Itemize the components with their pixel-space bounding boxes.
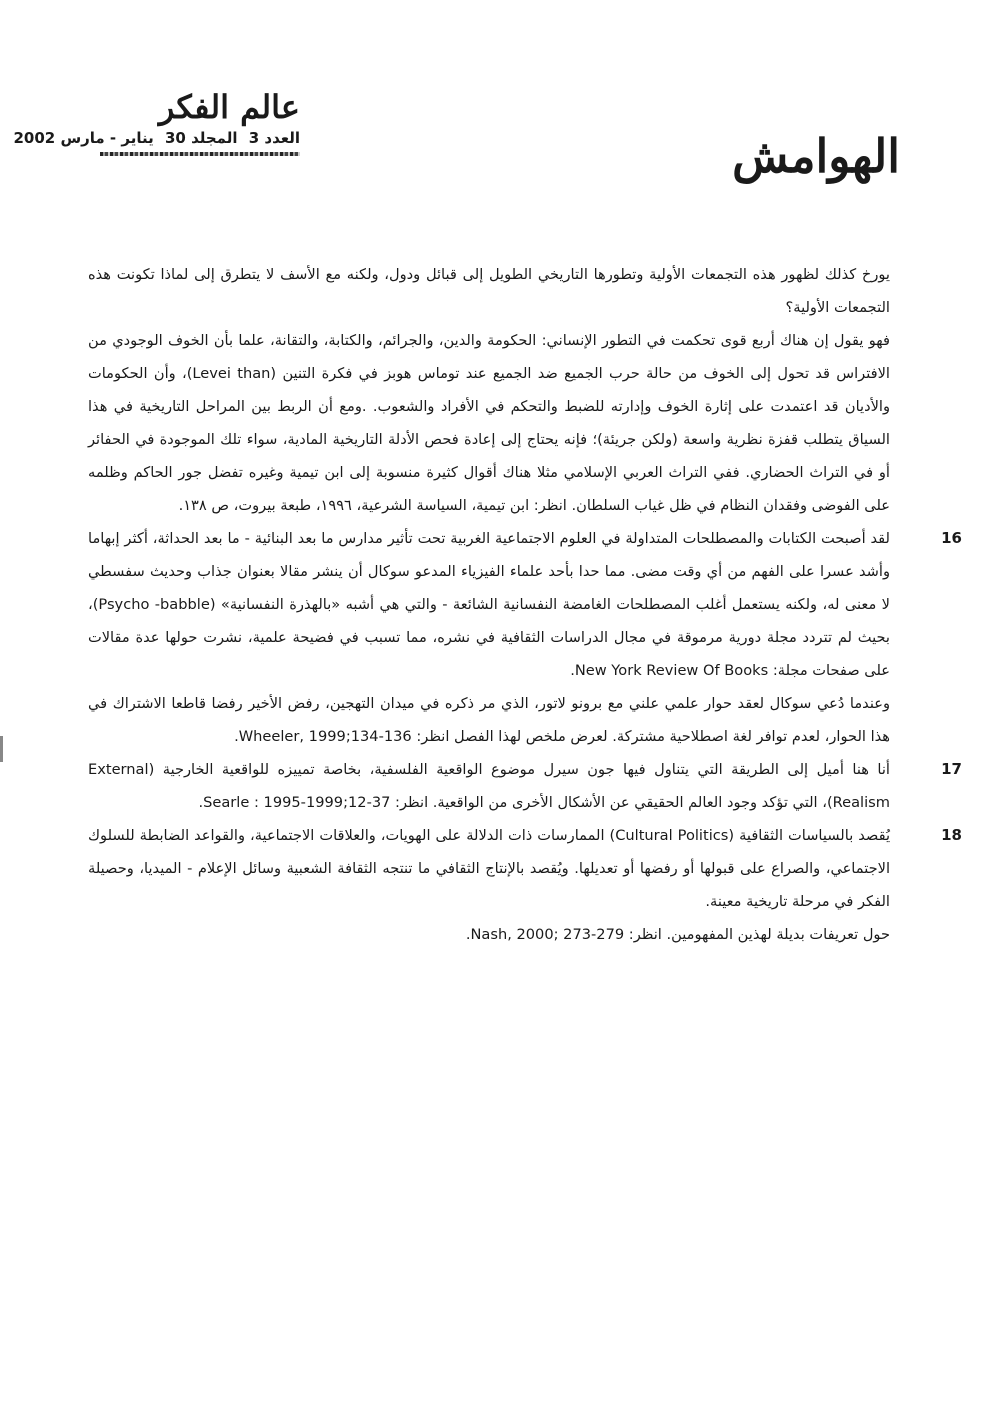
- note-paragraph: حول تعريفات بديلة لهذين المفهومين. انظر: Nash, 2000; 273-279.: [465, 926, 890, 943]
- note-number: 16: [941, 529, 962, 547]
- note-continued: [88, 258, 890, 522]
- note-paragraph: وعندما دُعي سوكال لعقد حوار علمي علني مع برونو لاتور، الذي مر ذكره في ميدان التهجين، رفض الأخير رفضا قاطعا الاشتراك في هذا الحوار، لعدم توافر لغة اصطلاحية مشتركة. لعرض ملخص لهذا الفصل انظر: Wheeler, 1999;134-136.: [88, 695, 890, 745]
- note-paragraph: يُقصد بالسياسات الثقافية (Cultural Politics) الممارسات ذات الدلالة على الهويات، والعلاقات الاجتماعية، والقواعد الضابطة للسلوك الاجتماعي، والصراع على قبولها أو رفضها أو تعديلها. ويُقصد بالإنتاج الثقافي ما تنتجه الثقافة الشعبية وسائل الإعلام - الميديا، وحصيلة الفكر في مرحلة تاريخية معينة.: [88, 827, 891, 910]
- scan-edge-mark: [0, 736, 3, 762]
- note-number: 18: [941, 826, 962, 844]
- note-17: [88, 753, 962, 819]
- issue-date: يناير - مارس 2002: [13, 129, 154, 147]
- note-number: 17: [941, 760, 962, 778]
- note-paragraph: لقد أصبحت الكتابات والمصطلحات المتداولة في العلوم الاجتماعية الغربية تحت تأثير مدارس ما بعد البنائية - ما بعد الحداثة، أكثر إبهاما وأشد عسرا على الفهم من أي وقت مضى. مما حدا بأحد علماء الفيزياء المدعو سوكال أن ينشر مقالا بعنوان جذاب وحديث سفسطي لا معنى له، ولكنه يستعمل أغلب المصطلحات الغامضة النفسانية الشائعة - والتي هي أشبه «بالهذرة النفسانية» (Psycho -babble)، بحيث لم تتردد مجلة دورية مرموقة في مجال الدراسات الثقافية في نشره، مما تسبب في فضيحة علمية، نشرت حولها عدة مقالات على صفحات مجلة: New York Review Of Books.: [88, 530, 890, 679]
- note-paragraph: فهو يقول إن هناك أربع قوى تحكمت في التطور الإنساني: الحكومة والدين، والجرائم، والكتابة، والتقانة، علما بأن الخوف الوجودي من الافتراس قد تحول إلى الخوف من حالة حرب الجميع ضد الجميع عند توماس هوبز في فكرة التنين (Levei than)، وأن الحكومات والأديان قد اعتمدت على إثارة الخوف وإدارته للضبط والتحكم في الأفراد والشعوب. .ومع أن الربط بين المراحل التاريخية في هذا السياق يتطلب قفزة نظرية واسعة (ولكن جريئة)؛ فإنه يحتاج إلى إعادة فحص الأدلة التاريخية المادية، سواء تلك الموجودة في الحفائر أو في التراث الحضاري. ففي التراث العربي الإسلامي مثلا هناك أقوال كثيرة منسوبة إلى ابن تيمية وغيره تفضل جور الحاكم وظلمه على الفوضى وفقدان النظام في ظل غياب السلطان. انظر: ابن تيمية، السياسة الشرعية، ١٩٩٦، طبعة بيروت، ص ١٣٨.: [88, 332, 890, 514]
- journal-masthead: [13, 88, 300, 170]
- note-paragraph: أنا هنا أميل إلى الطريقة التي يتناول فيها جون سيرل موضوع الواقعية الفلسفية، بخاصة تمييزه للواقعية الخارجية (External Realism)، التي تؤكد وجود العالم الحقيقي عن الأشكال الأخرى من الواقعية. انظر: Searle : 1995-1999;12-37.: [88, 761, 890, 811]
- volume-number: المجلد 30: [164, 129, 238, 147]
- notes-body: [88, 258, 962, 951]
- note-18: [88, 819, 962, 951]
- note-16: [88, 522, 962, 753]
- journal-brand: عالم الفكر: [158, 88, 300, 126]
- section-title: الهوامش: [732, 129, 900, 183]
- masthead-rule: [100, 152, 300, 156]
- issue-number: العدد 3: [248, 129, 300, 147]
- issue-info: [7, 128, 300, 148]
- note-paragraph: يورخ كذلك لظهور هذه التجمعات الأولية وتطورها التاريخي الطويل إلى قبائل ودول، ولكنه مع الأسف لا يتطرق إلى لماذا تكونت هذه التجمعات الأولية؟: [88, 266, 890, 316]
